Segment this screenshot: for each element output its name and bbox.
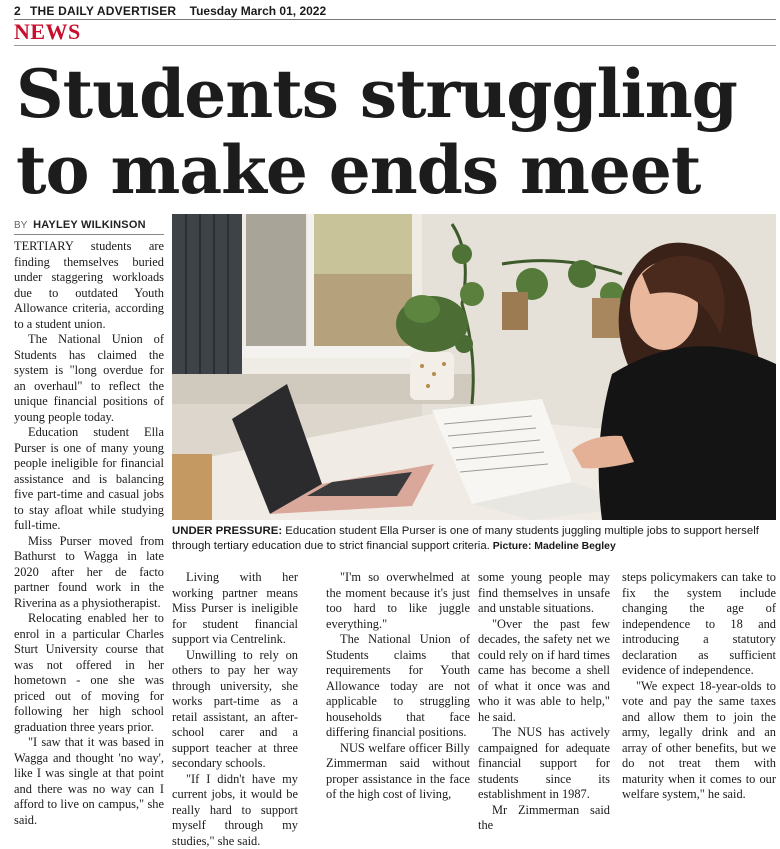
- newspaper-name: THE DAILY ADVERTISER: [30, 4, 176, 18]
- paragraph: some young people may find themselves in unsafe and unstable situations.: [478, 570, 610, 617]
- page-number: 2: [14, 4, 21, 18]
- article-photo: [172, 214, 776, 520]
- paragraph: "Over the past few decades, the safety net we could rely on if hard times came has become a shell of what it once was and who it was able to help," he said.: [478, 617, 610, 726]
- article-column-4: [478, 570, 610, 834]
- photo-credit: Picture: Madeline Begley: [490, 541, 616, 552]
- headline: Students struggling to make ends meet: [16, 56, 776, 208]
- paragraph: Relocating enabled her to enrol in a particular Charles Sturt University course that was not offered in her hometown - one she was priced out of moving for following her high school graduation three years prior.: [14, 611, 164, 735]
- paragraph: Miss Purser moved from Bathurst to Wagga in late 2020 after her de facto partner found work in the Riverina as a physiotherapist.: [14, 534, 164, 612]
- photo-caption: [172, 524, 776, 554]
- paragraph: Mr Zimmerman said the: [478, 803, 610, 834]
- paragraph: Unwilling to rely on others to pay her way through university, she works part-time as a retail assistant, an after-school carer and a support teacher at three secondary schools.: [172, 648, 298, 772]
- article-column-2: [172, 570, 298, 849]
- paragraph: Education student Ella Purser is one of many young people ineligible for financial assistance and is balancing five part-time and casual jobs to stay afloat while studying full-time.: [14, 425, 164, 534]
- header-divider: [14, 19, 776, 20]
- section-label: NEWS: [14, 20, 81, 44]
- article-column-1: [14, 239, 164, 828]
- caption-text: Education student Ella Purser is one of many students juggling multiple jobs to support herself through tertiary education due to strict financial support criteria.: [172, 525, 759, 552]
- photo-illustration: [172, 214, 776, 520]
- caption-lead: UNDER PRESSURE:: [172, 525, 282, 537]
- byline: [14, 218, 164, 233]
- paragraph: Living with her working partner means Miss Purser is ineligible for student financial support via Centrelink.: [172, 570, 298, 648]
- paragraph: "I'm so overwhelmed at the moment because it's just too hard to like juggle everything.": [326, 570, 470, 632]
- paragraph: NUS welfare officer Billy Zimmerman said without proper assistance in the face of the high cost of living,: [326, 741, 470, 803]
- paragraph: TERTIARY students are finding themselves buried under staggering workloads due to outdated Youth Allowance criteria, according to a student union.: [14, 239, 164, 332]
- paragraph: The NUS has actively campaigned for adequate financial support for students since its establishment in 1987.: [478, 725, 610, 803]
- paragraph: The National Union of Students claims that requirements for Youth Allowance today are not applicable to struggling households that face differing financial positions.: [326, 632, 470, 741]
- issue-date: Tuesday March 01, 2022: [190, 4, 327, 18]
- author-name: HAYLEY WILKINSON: [33, 219, 146, 231]
- paragraph: "We expect 18-year-olds to vote and pay the same taxes and allow them to join the army, legally drink and an array of other benefits, but we do not treat them with maturity when it comes to our welfare system," he said.: [622, 679, 776, 803]
- byline-divider: [14, 234, 164, 235]
- section-divider: [14, 45, 776, 46]
- byline-prefix: BY: [14, 220, 27, 231]
- page-header: [14, 2, 774, 20]
- article-column-5: [622, 570, 776, 803]
- paragraph: "I saw that it was based in Wagga and thought 'no way', like I was single at that point and there was no way can I afford to live on campus," she said.: [14, 735, 164, 828]
- paragraph: "If I didn't have my current jobs, it would be really hard to support myself through my studies," she said.: [172, 772, 298, 849]
- article-column-3: [326, 570, 470, 803]
- paragraph: The National Union of Students has claimed the system is "long overdue for an overhaul" to reflect the unique financial positions of young people today.: [14, 332, 164, 425]
- paragraph: steps policymakers can take to fix the system include changing the age of independence to 18 and introducing a statutory declaration as sufficient evidence of independence.: [622, 570, 776, 679]
